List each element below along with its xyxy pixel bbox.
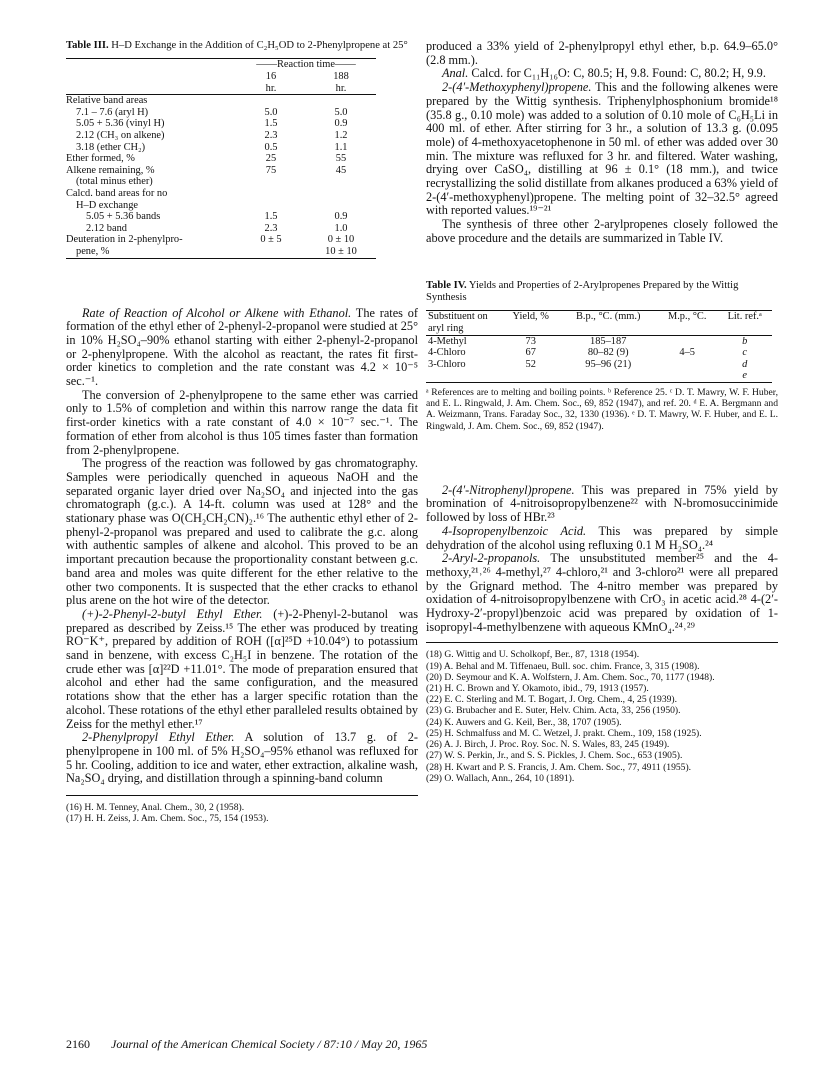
paragraph-heading: (+)-2-Phenyl-2-butyl Ethyl Ether. xyxy=(82,606,263,621)
paragraph xyxy=(426,484,778,525)
paragraph xyxy=(426,525,778,552)
table3-row-label: 5.05 + 5.36 (vinyl H) xyxy=(76,118,165,130)
table3-row-label: Relative band areas xyxy=(66,95,148,107)
table4-header: Substituent on aryl ring xyxy=(428,311,488,334)
paragraph-text: The synthesis of three other 2-arylpropenes closely followed the above procedure and the details are summarized in Table IV. xyxy=(426,217,778,245)
paragraph xyxy=(66,457,418,608)
table4-header: Yield, % xyxy=(512,311,549,323)
table3-cell-188hr: 5.0 xyxy=(334,106,348,118)
table4-row xyxy=(426,347,772,359)
table3-row xyxy=(66,107,376,119)
footnote: (16) H. M. Tenney, Anal. Chem., 30, 2 (1958). xyxy=(66,802,245,814)
table4-header: Lit. ref.ᵃ xyxy=(727,311,762,323)
table3-cell-188hr: 0 ± 10 xyxy=(327,234,355,246)
table3-row-label: Ether formed, % xyxy=(66,153,135,165)
table4-cell: 3-Chloro xyxy=(428,358,466,370)
footnote: (24) K. Auwers and G. Keil, Ber., 38, 1707 (1905). xyxy=(426,716,622,728)
table3-cell-16hr xyxy=(236,246,306,258)
table4-cell: 4–5 xyxy=(679,347,695,359)
table3-row xyxy=(66,153,376,165)
paragraph xyxy=(426,218,778,245)
footnote: (27) W. S. Perkin, Jr., and S. S. Pickles, J. Chem. Soc., 653 (1905). xyxy=(426,750,683,762)
table3-cell-16hr: 0.5 xyxy=(264,141,278,153)
table3-cell-188hr: 0.9 xyxy=(334,118,348,130)
table4-header: B.p., °C. (mm.) xyxy=(575,311,641,323)
table3-cell-16hr: 2.3 xyxy=(264,222,278,234)
table3: ——Reaction time—— 16 hr. 188 hr. Relative band areas 7.1 – 7.6 (aryl H) 5.0 5.0 5.05 + 5.36 (vinyl H) 1.5 0.9 2.12 (CH₃ on alkene) 2.3 1.2 3.18 (ether CH₂) 0.5 1.1 Ether formed, % 25 55 Alkene remaining, % 75 45 (total minus ether) Calcd. band areas for no H–D exchange 5.05 + 5.36 bands 1.5 0.9 2.12 band 2.3 1.0 Deuteration in 2-phenylpro- 0 ± 5 0 ± 10 pene, % 10 ± 10 xyxy=(66,58,376,258)
table3-row-label: pene, % xyxy=(76,245,110,257)
paragraph-text: The unsubstituted member²⁵ and the 4-methoxy,²¹˒²⁶ 4-methyl,²⁷ 4-chloro,²¹ and 3-chloro²¹ were all prepared by the Grignard method. The 4-nitro member was prepared by oxidation of 4-nitroisopropylbenzene with CrO₃ in acetic acid.²⁸ 4-(2′-Hydroxy-2′-propyl)benzoic acid was prepared by oxidation of 1-isopropyl-4-methylbenzene with aqueous KMnO₄.²⁴˒²⁹ xyxy=(426,551,778,634)
paragraph xyxy=(66,307,418,389)
table3-row-label: Deuteration in 2-phenylpro- xyxy=(66,234,183,246)
paragraph-text: Calcd. for C₁₁H₁₆O: C, 80.5; H, 9.8. Found: C, 80.2; H, 9.9. xyxy=(468,66,766,81)
paragraph xyxy=(426,40,778,67)
table3-row-label: 7.1 – 7.6 (aryl H) xyxy=(76,106,149,118)
table3-cell-188hr: 1.2 xyxy=(334,129,348,141)
paragraph-heading: 2-Phenylpropyl Ethyl Ether. xyxy=(82,730,235,745)
right-body-bottom xyxy=(426,484,778,635)
table3-row xyxy=(66,200,376,212)
journal-citation: Journal of the American Chemical Society / 87:10 / May 20, 1965 xyxy=(111,1037,428,1051)
table3-cell-16hr: 25 xyxy=(265,153,277,165)
footnote: (28) H. Kwart and P. S. Francis, J. Am. Chem. Soc., 77, 4911 (1955). xyxy=(426,761,692,773)
footnote: (29) O. Wallach, Ann., 264, 10 (1891). xyxy=(426,772,575,784)
table3-row xyxy=(66,188,376,200)
table3-cell-188hr: 0.9 xyxy=(334,211,348,223)
table3-caption: Table III. H–D Exchange in the Addition of C₂H₅OD to 2-Phenylpropene at 25° xyxy=(66,40,408,51)
table3-cell-188hr xyxy=(306,95,376,107)
footnote: (26) A. J. Birch, J. Proc. Roy. Soc. N. S. Wales, 83, 245 (1949). xyxy=(426,739,670,751)
table3-row xyxy=(66,118,376,130)
table3-cell-188hr: 10 ± 10 xyxy=(325,245,357,257)
right-column xyxy=(426,40,778,784)
table3-row-label: (total minus ether) xyxy=(76,176,153,188)
table4-cell xyxy=(426,370,502,382)
table4-cell: 67 xyxy=(525,347,536,359)
table4-cell: b xyxy=(742,335,748,347)
table3-row xyxy=(66,234,376,246)
table3-row xyxy=(66,95,376,107)
footnote: (21) H. C. Brown and Y. Okamoto, ibid., 79, 1913 (1957). xyxy=(426,683,649,695)
table4-caption: Table IV. Yields and Properties of 2-Arylpropenes Prepared by the Wittig Synthesis xyxy=(426,279,739,303)
table4-cell: 4-Methyl xyxy=(428,335,467,347)
table4-cell xyxy=(657,335,718,347)
table4-cell xyxy=(657,370,718,382)
table3-cell-16hr: 75 xyxy=(265,164,277,176)
table3-col1-header: 16 hr. xyxy=(265,71,277,94)
table4-cell: 185–187 xyxy=(590,335,627,347)
table3-row-label: H–D exchange xyxy=(76,199,139,211)
page-footer xyxy=(66,1037,427,1052)
table3-row xyxy=(66,176,376,188)
table4-cell: 4-Chloro xyxy=(428,347,466,359)
right-footnotes xyxy=(426,642,778,783)
table3-row-label: 2.12 (CH₃ on alkene) xyxy=(76,129,165,141)
table4-notes: ᵃ References are to melting and boiling points. ᵇ Reference 25. ᶜ D. T. Mawry, W. F. Huber, and E. L. Ringwald, J. Am. Chem. Soc., 69, 852 (1947), and ref. 20. ᵈ E. A. Bergmann and A. Weizmann, Trans. Faraday Soc., 32, 1330 (1936). ᵉ D. T. Mawry, W. F. Huber, and E. L. Ringwald, J. Am. Chem. Soc., 69, 852 (1947). xyxy=(426,386,778,432)
table3-cell-188hr xyxy=(306,188,376,200)
table3-cell-16hr xyxy=(236,95,306,107)
paragraph-heading: 2-(4′-Methoxyphenyl)propene. xyxy=(442,80,592,95)
table4-cell: 95–96 (21) xyxy=(585,358,632,370)
table3-cell-188hr: 45 xyxy=(335,164,347,176)
footnote: (19) A. Behal and M. Tiffenaeu, Bull. soc. chim. France, 3, 315 (1908). xyxy=(426,660,700,672)
table3-row xyxy=(66,223,376,235)
table4-cell xyxy=(559,370,656,382)
table4-cell: 52 xyxy=(525,358,536,370)
table3-cell-16hr: 5.0 xyxy=(264,106,278,118)
footnote: (20) D. Seymour and K. A. Wolfstern, J. Am. Chem. Soc., 70, 1177 (1948). xyxy=(426,671,715,683)
table3-cell-16hr: 1.5 xyxy=(264,118,278,130)
right-body-top xyxy=(426,40,778,246)
paragraph-text: The conversion of 2-phenylpropene to the same ether was carried only to 1.5% of completion and within this narrow range the data fit first-order kinetics with a rate constant of 4.0 × 10⁻⁷ sec.⁻¹. The formation of ether from alcohol is thus 105 times faster than formation from 2-phenylpropene. xyxy=(66,387,418,457)
paragraph xyxy=(426,81,778,218)
table3-cell-188hr xyxy=(306,176,376,188)
table3-cell-188hr xyxy=(306,200,376,212)
table3-cell-188hr: 55 xyxy=(335,153,347,165)
table3-cell-188hr: 1.0 xyxy=(334,222,348,234)
paragraph xyxy=(66,731,418,786)
table3-row xyxy=(66,142,376,154)
table4-row xyxy=(426,359,772,371)
table3-row xyxy=(66,246,376,258)
footnote: (25) H. Schmalfuss and M. C. Wetzel, J. prakt. Chem., 109, 158 (1925). xyxy=(426,727,702,739)
paragraph-heading: Anal. xyxy=(442,66,469,81)
table4-row xyxy=(426,335,772,347)
footnote: (17) H. H. Zeiss, J. Am. Chem. Soc., 75, 154 (1953). xyxy=(66,813,269,825)
footnote: (22) E. C. Sterling and M. T. Bogart, J. Org. Chem., 4, 25 (1939). xyxy=(426,694,678,706)
table4-cell xyxy=(657,359,718,371)
table3-cell-16hr xyxy=(236,176,306,188)
left-body xyxy=(66,307,418,787)
table4-cell: 73 xyxy=(525,335,536,347)
paragraph-text: This was prepared in 75% yield by bromination of 4-nitroisopropylbenzene²² with N-bromosuccinimide followed by loss of HBr.²³ xyxy=(426,482,778,525)
table3-cell-16hr: 2.3 xyxy=(264,129,278,141)
paragraph-text: The rates of formation of the ethyl ether of 2-phenyl-2-propanol were studied at 25° in 10% H₂SO₄–90% ethanol starting with either 2-phenyl-2-propanol or 2-phenylpropene. With the alcohol as reactant, the rates fit first-order kinetics to completion and the rate constant was 4.2 × 10⁻⁵ sec.⁻¹. xyxy=(66,305,418,389)
table3-row-label: Calcd. band areas for no xyxy=(66,187,168,199)
paragraph xyxy=(426,552,778,634)
left-column xyxy=(66,40,418,825)
page-number: 2160 xyxy=(66,1037,90,1051)
paragraph-heading: 2-(4′-Nitrophenyl)propene. xyxy=(442,482,575,497)
paragraph-text: This and the following alkenes were prepared by the Wittig synthesis. Triphenylphosphonium bromide¹⁸ (35.8 g., 0.10 mole) was added to a solution of 0.10 mole of C₆H₅Li in 400 ml. of ether. After stirring for 3 hr., a solution of 13.3 g. (0.095 mole) of 4-methoxyacetophenone in 50 ml. of ether was added over 30 min. The mixture was refluxed for 3 hr. and filtered. Water washing, drying over CaSO₄, distilling at 96 ± 0.1° (18 mm.), and twice recrystallizing the solid distillate from alkanes produced a 63% yield of 2-(4′-methoxyphenyl)propene. The melting point of 32–32.5° agreed with reported values.¹⁹⁻²¹ xyxy=(426,80,778,218)
footnote: (18) G. Wittig and U. Scholkopf, Ber., 87, 1318 (1954). xyxy=(426,649,640,661)
table3-cell-188hr: 1.1 xyxy=(334,141,348,153)
footnote: (23) G. Brubacher and E. Suter, Helv. Chim. Acta, 33, 256 (1950). xyxy=(426,705,681,717)
paragraph-text: A solution of 13.7 g. of 2-phenylpropene in 100 ml. of 5% H₂SO₄–95% ethanol was refluxed for 5 hr. Cooling, addition to ice and water, ether extraction, alkaline wash, Na₂SO₄ drying, and distillation through a spinning-band column xyxy=(66,730,418,786)
paragraph xyxy=(426,67,778,81)
table4-cell: c xyxy=(742,347,748,359)
table3-row xyxy=(66,211,376,223)
paragraph-text: produced a 33% yield of 2-phenylpropyl ethyl ether, b.p. 64.9–65.0° (2.8 mm.). xyxy=(426,39,778,67)
table4-cell: d xyxy=(742,358,748,370)
paragraph-text: This was prepared by simple dehydration of the alcohol using refluxing 0.1 M H₂SO₄.²⁴ xyxy=(426,523,778,552)
table3-col2-header: 188 hr. xyxy=(333,71,349,94)
paragraph-text: The progress of the reaction was followed by gas chromatography. Samples were periodically quenched in aqueous NaOH and the separated organic layer dried over Na₂SO₄ and injected into the gas chromatograph (g.c.). A 14-ft. column was used at 128° and the stationary phase was O(CH₂CH₂CN)₂.¹⁶ The authentic ethyl ether of 2-phenyl-2-propanol was prepared and used to calibrate the g.c. along with authentic samples of alkene and alcohol. This proved to be an important precaution because the proportionality constant between g.c. band area and moles was quite different for the ether relative to the other two components. It is suspected that the ether cracks to ethanol plus arene on the hot wire of the detector. xyxy=(66,456,418,608)
table3-row-label: Alkene remaining, % xyxy=(66,164,155,176)
table3-row-label: 5.05 + 5.36 bands xyxy=(86,211,161,223)
table4-row xyxy=(426,370,772,382)
paragraph-heading: 2-Aryl-2-propanols. xyxy=(442,551,541,566)
table3-cell-16hr xyxy=(236,188,306,200)
table4-cell: 80–82 (9) xyxy=(587,347,629,359)
table3-row-label: 3.18 (ether CH₂) xyxy=(76,141,146,153)
table4 xyxy=(426,310,772,383)
left-footnotes xyxy=(66,795,418,824)
table3-row xyxy=(66,130,376,142)
table3-col-group: Reaction time xyxy=(277,59,335,71)
paragraph xyxy=(66,608,418,731)
table3-cell-16hr xyxy=(236,200,306,212)
table3-row-label: 2.12 band xyxy=(86,222,127,234)
table4-cell: e xyxy=(742,370,748,382)
paragraph-heading: Rate of Reaction of Alcohol or Alkene with Ethanol. xyxy=(82,305,352,320)
table3-cell-16hr: 0 ± 5 xyxy=(260,234,282,246)
table3-cell-16hr: 1.5 xyxy=(264,211,278,223)
table3-row xyxy=(66,165,376,177)
paragraph-heading: 4-Isopropenylbenzoic Acid. xyxy=(442,523,587,538)
table4-cell xyxy=(502,370,559,382)
table4-header: M.p., °C. xyxy=(667,311,707,323)
paragraph xyxy=(66,389,418,458)
paragraph-text: (+)-2-Phenyl-2-butanol was prepared as described by Zeiss.¹⁵ The ether was produced by treating RO⁻K⁺, prepared by addition of ROH ([α]²⁵D +10.04°) to potassium sand in benzene, with excess C₂H₅I in benzene. The rotation of the crude ether was [α]²²D +11.01°. The mode of preparation ensured that alcohol and ether had the same configuration, and the measured rotations show that the ether has a larger specific rotation than the alcohol. These rotations of the ethyl ether paralleled results obtained by Zeiss for the methyl ether.¹⁷ xyxy=(66,606,418,731)
